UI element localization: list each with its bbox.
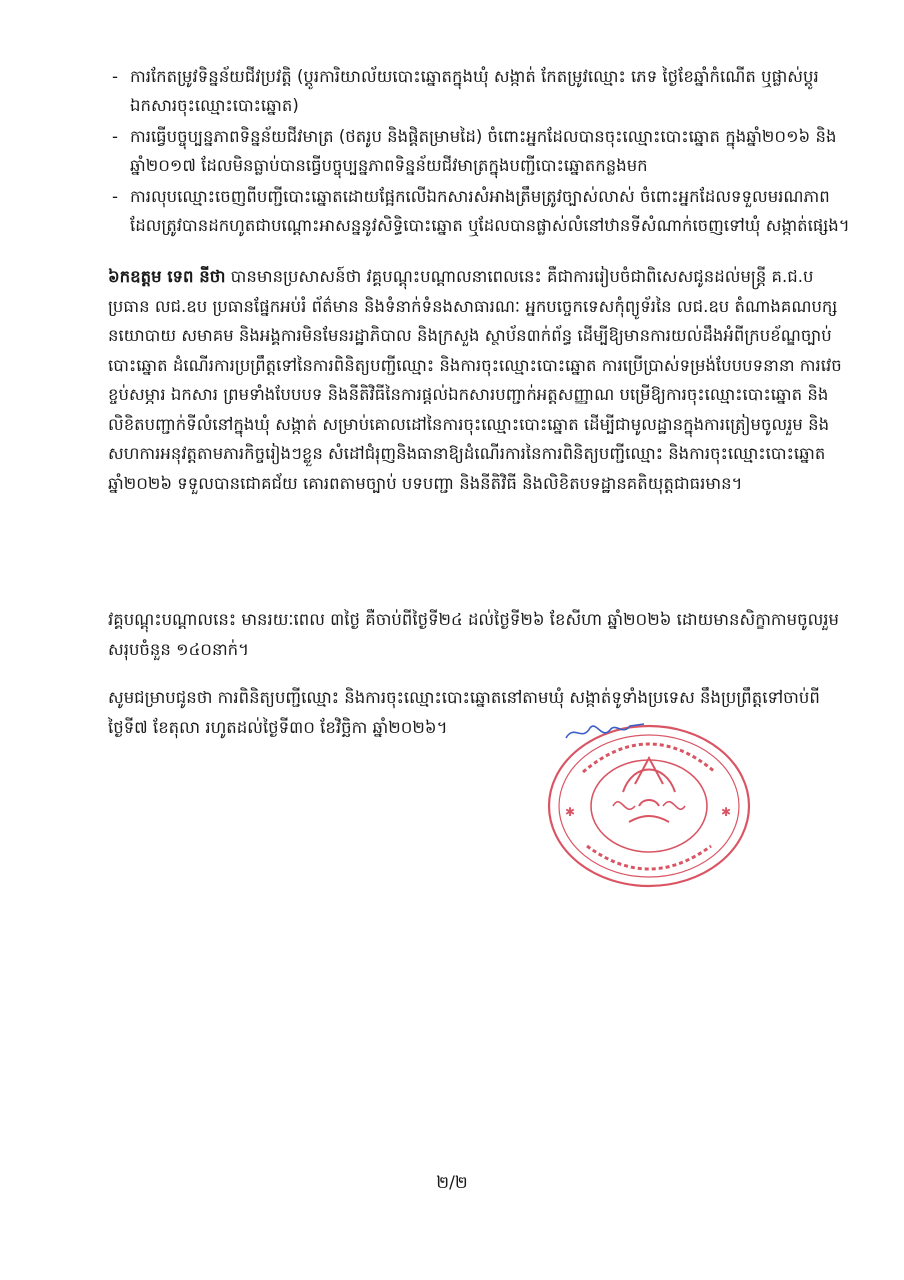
- svg-text:✱: ✱: [721, 805, 732, 819]
- official-seal-icon: [543, 722, 755, 890]
- page-number: ២/២: [436, 1173, 468, 1193]
- bullet-text: ការកែតម្រូវទិន្នន័យជីវប្រវត្តិ (ប្តូរការិយាល័យបោះឆ្នោតក្នុងឃុំ សង្កាត់ កែតម្រូវឈ្មោះ ភេទ ថ្ងៃខែឆ្នាំកំណើត ឬផ្លាស់ប្តូរឯកសារចុះឈ្មោះបោះឆ្នោត): [130, 67, 819, 115]
- bullet-text: ការលុបឈ្មោះចេញពីបញ្ជីបោះឆ្នោតដោយផ្អែកលើឯកសារសំអាងត្រឹមត្រូវច្បាស់លាស់ ចំពោះអ្នកដែលទទួលមរណភាព ដែលត្រូវបានដកហូតជាបណ្តោះអាសន្ននូវសិទ្ធិបោះឆ្នោត ឬដែលបានផ្លាស់លំនៅឋានទីសំណាក់ចេញទៅឃុំ សង្កាត់ផ្សេង។: [130, 187, 850, 235]
- speaker-name: ៦កឧត្តម ទេព នីថា: [108, 267, 226, 286]
- svg-text:✱: ✱: [565, 805, 576, 819]
- statement-body: បានមានប្រសាសន៍ថា វគ្គបណ្តុះបណ្តាលនាពេលនេះ គឺជាការរៀបចំជាពិសេសជូនដល់មន្ត្រី គ.ជ.ប ប្រធាន លជ.ឧប ប្រធានផ្នែកអប់រំ ព័ត៌មាន និងទំនាក់ទំនងសាធារណៈ អ្នកបច្ចេកទេសកុំព្យូទ័រនៃ លជ.ឧប តំណាងគណបក្សនយោបាយ សមាគម និងអង្គការមិនមែនរដ្ឋាភិបាល និងក្រសួង ស្ថាប័ន៣ក់ព័ន្ធ ដើម្បីឱ្យមានការយល់ដឹងអំពីក្របខ័ណ្ឌច្បាប់បោះឆ្នោត ដំណើរការប្រព្រឹត្តទៅនៃការពិនិត្យបញ្ជីឈ្មោះ និងការចុះឈ្មោះបោះឆ្នោត ការប្រើប្រាស់ទម្រង់បែបបទនានា ការវេចខ្ចប់សម្ភារ ឯកសារ ព្រមទាំងបែបបទ និងនីតិវិធីនៃការផ្តល់ឯកសារបញ្ជាក់អត្តសញ្ញាណ បម្រើឱ្យការចុះឈ្មោះបោះឆ្នោត និងលិខិតបញ្ជាក់ទីលំនៅក្នុងឃុំ សង្កាត់ សម្រាប់គោលដៅនៃការចុះឈ្មោះបោះឆ្នោត ដើម្បីជាមូលដ្ឋានក្នុងការត្រៀមចូលរួម និងសហការអនុវត្តតាមភារកិច្ចរៀងៗខ្លួន សំដៅជំរុញនិងធានាឱ្យដំណើរការនៃការពិនិត្យបញ្ជីឈ្មោះ និងការចុះឈ្មោះបោះឆ្នោតឆ្នាំ២០២៦ ទទួលបានជោគជ័យ គោរពតាមច្បាប់ បទបញ្ជា និងនីតិវិធី និងលិខិតបទដ្ឋានគតិយុត្តជាធរមាន។: [108, 267, 842, 493]
- bullet-marker: -: [112, 127, 118, 146]
- paragraph-duration: វគ្គបណ្តុះបណ្តាលនេះ មានរយៈពេល ៣ថ្ងៃ គឺចាប់ពីថ្ងៃទី២៤ ដល់ថ្ងៃទី២៦ ខែសីហា ឆ្នាំ២០២៦ ដោយមានសិក្ខាកាមចូលរួមសរុបចំនួន ១៤០នាក់។: [108, 610, 839, 659]
- paragraph-schedule: សូមជម្រាបជូនថា ការពិនិត្យបញ្ជីឈ្មោះ និងការចុះឈ្មោះបោះឆ្នោតនៅតាមឃុំ សង្កាត់ទូទាំងប្រទេស នឹងប្រព្រឹត្តទៅចាប់ពីថ្ងៃទី៧ ខែតុលា រហូតដល់ថ្ងៃទី៣០ ខែវិច្ឆិកា ឆ្នាំ២០២៦។: [108, 688, 820, 737]
- bullet-text: ការធ្វើបច្ចុប្បន្នភាពទិន្នន័យជីវមាត្រ (ថតរូប និងផ្តិតម្រាមដៃ) ចំពោះអ្នកដែលបានចុះឈ្មោះបោះឆ្នោត ក្នុងឆ្នាំ២០១៦ និងឆ្នាំ២០១៧ ដែលមិនធ្លាប់បានធ្វើបច្ចុប្បន្នភាពទិន្នន័យជីវមាត្រក្នុងបញ្ជីបោះឆ្នោតកន្លងមក: [130, 127, 837, 175]
- bullet-item: [112, 182, 852, 240]
- paragraph-statement: [108, 262, 854, 498]
- bullet-marker: -: [112, 67, 118, 86]
- signature-icon: [560, 716, 650, 746]
- bullet-item: [112, 122, 852, 180]
- bullet-list: [112, 62, 852, 242]
- bullet-marker: -: [112, 187, 118, 206]
- bullet-item: [112, 62, 852, 120]
